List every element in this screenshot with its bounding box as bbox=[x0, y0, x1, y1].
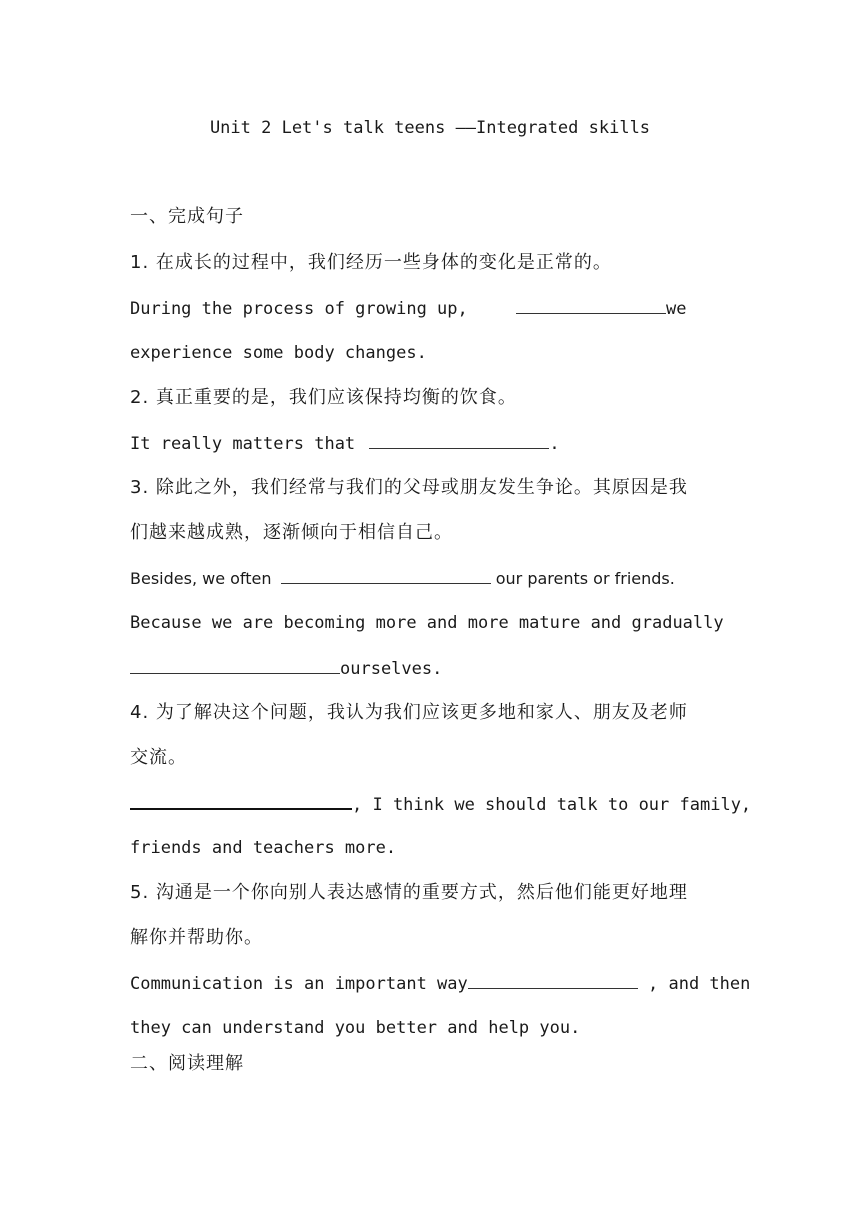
item-5-answer-blank[interactable] bbox=[468, 971, 638, 989]
item-3-english-line-2: Because we are becoming more and more mature and gradually bbox=[130, 613, 724, 633]
item-1-chinese: 1. 在成长的过程中，我们经历一些身体的变化是正常的。 bbox=[130, 252, 612, 273]
item-3-english-line-3 bbox=[130, 656, 732, 681]
item-4-chinese-line-2: 交流。 bbox=[130, 747, 187, 768]
item-1-english-line-2: experience some body changes. bbox=[130, 343, 427, 363]
item-3-chinese-line-1: 3. 除此之外，我们经常与我们的父母或朋友发生争论。其原因是我 bbox=[130, 477, 688, 498]
item-4-text-after: , I think we should talk to our family, bbox=[352, 795, 752, 815]
item-2-text-after: . bbox=[549, 434, 560, 454]
item-3-english-line-1 bbox=[130, 566, 732, 591]
item-1-text-after: we bbox=[666, 299, 687, 319]
item-2-answer-blank[interactable] bbox=[369, 431, 549, 449]
item-1-english-line-1 bbox=[130, 296, 732, 321]
item-5-text-before: Communication is an important way bbox=[130, 974, 468, 994]
item-3-chinese-line-2: 们越来越成熟，逐渐倾向于相信自己。 bbox=[130, 522, 453, 543]
item-5-english-line-2: they can understand you better and help you. bbox=[130, 1018, 581, 1038]
item-5-chinese-line-2: 解你并帮助你。 bbox=[130, 927, 263, 948]
item-3-line-3-after: ourselves. bbox=[340, 659, 443, 679]
item-2-text-before: It really matters that bbox=[130, 434, 356, 454]
item-5-chinese-line-1: 5. 沟通是一个你向别人表达感情的重要方式，然后他们能更好地理 bbox=[130, 882, 688, 903]
item-3-text-after: our parents or friends. bbox=[495, 569, 675, 588]
item-3-answer-blank-1[interactable] bbox=[281, 566, 491, 584]
item-3-text-before: Besides, we often bbox=[130, 569, 272, 588]
section-heading-2: 二、阅读理解 bbox=[130, 1053, 244, 1074]
page-title: Unit 2 Let's talk teens ——Integrated skills bbox=[209, 118, 651, 138]
section-heading-1: 一、完成句子 bbox=[130, 206, 244, 227]
item-5-english-line-1 bbox=[130, 971, 751, 996]
item-4-english-line-2: friends and teachers more. bbox=[130, 838, 397, 858]
item-1-text-before: During the process of growing up, bbox=[130, 299, 468, 319]
item-4-english-line-1 bbox=[130, 791, 752, 817]
item-2-english bbox=[130, 431, 732, 456]
item-4-answer-blank[interactable] bbox=[130, 791, 352, 810]
item-3-answer-blank-2[interactable] bbox=[130, 656, 340, 674]
item-1-answer-blank[interactable] bbox=[516, 296, 666, 314]
item-2-chinese: 2. 真正重要的是，我们应该保持均衡的饮食。 bbox=[130, 387, 517, 408]
item-4-chinese-line-1: 4. 为了解决这个问题，我认为我们应该更多地和家人、朋友及老师 bbox=[130, 702, 688, 723]
item-5-text-after: , and then bbox=[637, 974, 751, 994]
